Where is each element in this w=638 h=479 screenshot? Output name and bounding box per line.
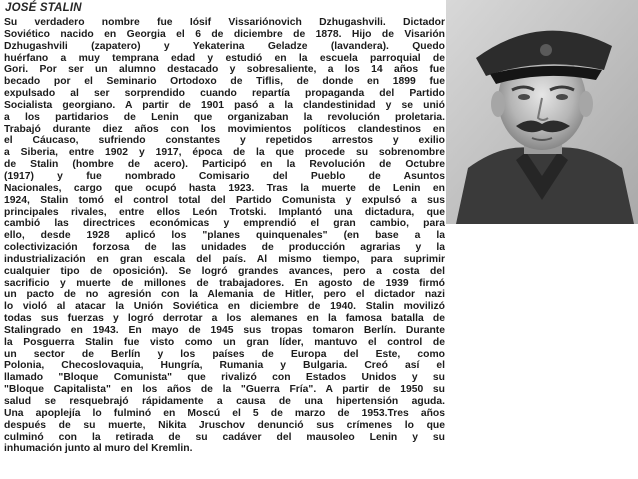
biography-line: un sector de Berlín y los países de Europa del Este, como [4,348,445,360]
biography-line: Su verdadero nombre fue Iósif Vissariónovich Dzhugashvili. Dictador [4,17,445,28]
biography-line: Trabajó durante diez años con los movimientos políticos clandestinos en [4,123,445,135]
biography-line: cualquier tipo de oposición). Se logró grandes avances, pero a costa del [4,265,445,277]
biography-line: la Posguerra Stalin fue visto como un gran líder, mantuvo el control de [4,336,445,348]
biography-line: cambió las directrices económicas y emprendió el gran cambio, para [4,218,445,230]
biography-line: Polonia, Checoslovaquia, Hungría, Rumania y Bulgaria. Creó así el [4,360,445,372]
biography-line: (1917) y fue nombrado Comisario del Pueblo de Asuntos [4,170,445,182]
portrait-photo-icon [446,0,638,224]
biography-text [4,17,445,455]
biography-line: Stalingrado en 1943. En mayo de 1945 sus tropas tomaron Berlín. Durante [4,324,445,336]
biography-line: "Bloque Capitalista" en los años de la "Guerra Fría". A partir de 1950 su [4,384,445,396]
slide-title: JOSÉ STALIN [5,2,82,14]
biography-line: Nacionales, cargo que ocupó hasta 1923. Tras la muerte de Lenin en [4,182,445,194]
biography-line: Dzhugashvili (zapatero) y Yekaterina Geladze (lavandera). Quedo [4,40,445,52]
biography-line: culminó con la retirada de su cadáver del mausoleo Lenin y su [4,431,445,443]
biography-line: el Cáucaso, sufriendo constantes y repetidos arrestos y exilio [4,135,445,147]
biography-line: ello, desde 1928 aplicó los "planes quinquenales" (en base a la [4,230,445,242]
biography-line: industrialización en gran escala del país. Al mismo tiempo, para suprimir [4,253,445,265]
biography-line: lo violó al atacar la Unión Soviética en diciembre de 1940. Stalin movilizó [4,301,445,313]
biography-line: huérfano a muy temprana edad y estudió en la escuela parroquial de [4,52,445,64]
biography-line: un pacto de no agresión con la Alemania de Hitler, pero el dictador nazi [4,289,445,301]
biography-line: 1924, Stalin tomó el control total del Partido Comunista y expulsó a sus [4,194,445,206]
biography-line: todas sus fuerzas y logró derrotar a los alemanes en la famosa batalla de [4,313,445,325]
biography-line: salud se resquebrajó rápidamente a causa de una hipertensión aguda. [4,396,445,407]
biography-line: principales rivales, entre ellos León Trotski. Implantó una dictadura, que [4,206,445,218]
biography-line: después de su muerte, Nikita Jruschov denunció sus crímenes lo que [4,419,445,431]
biography-line: Socialista georgiano. A partir de 1901 pasó a la clandestinidad y se unió [4,99,445,111]
biography-line: a los partidarios de Lenin que organizaban la revolución proletaria. [4,111,445,123]
biography-line: becado por el Seminario Ortodoxo de Tiflis, de donde en 1899 fue [4,76,445,88]
biography-line: de Stalin (hombre de acero). Participó en la Revolución de Octubre [4,159,445,171]
biography-line: inhumación junto al muro del Kremlin. [4,443,193,455]
biography-line: expulsado al ser sorprendido cuando repartía propaganda del Partido [4,88,445,100]
biography-line: colectivización forzosa de las unidades de producción agrarias y la [4,242,445,254]
biography-line: a Siberia, entre 1902 y 1917, época de la que procede su sobrenombre [4,147,445,159]
biography-line: Una apoplejía lo fulminó en Moscú el 5 de marzo de 1953.Tres años [4,407,445,419]
biography-line: Soviético nacido en Georgia el 6 de diciembre de 1878. Hijo de Visarión [4,28,445,40]
biography-line: sacrificio y muerte de millones de trabajadores. En agosto de 1939 firmó [4,277,445,289]
biography-line: Gori. Por ser un alumno destacado y sobresaliente, a los 14 años fue [4,64,445,76]
biography-line: llamado "Bloque Comunista" que rivalizó con Estados Unidos y su [4,372,445,384]
